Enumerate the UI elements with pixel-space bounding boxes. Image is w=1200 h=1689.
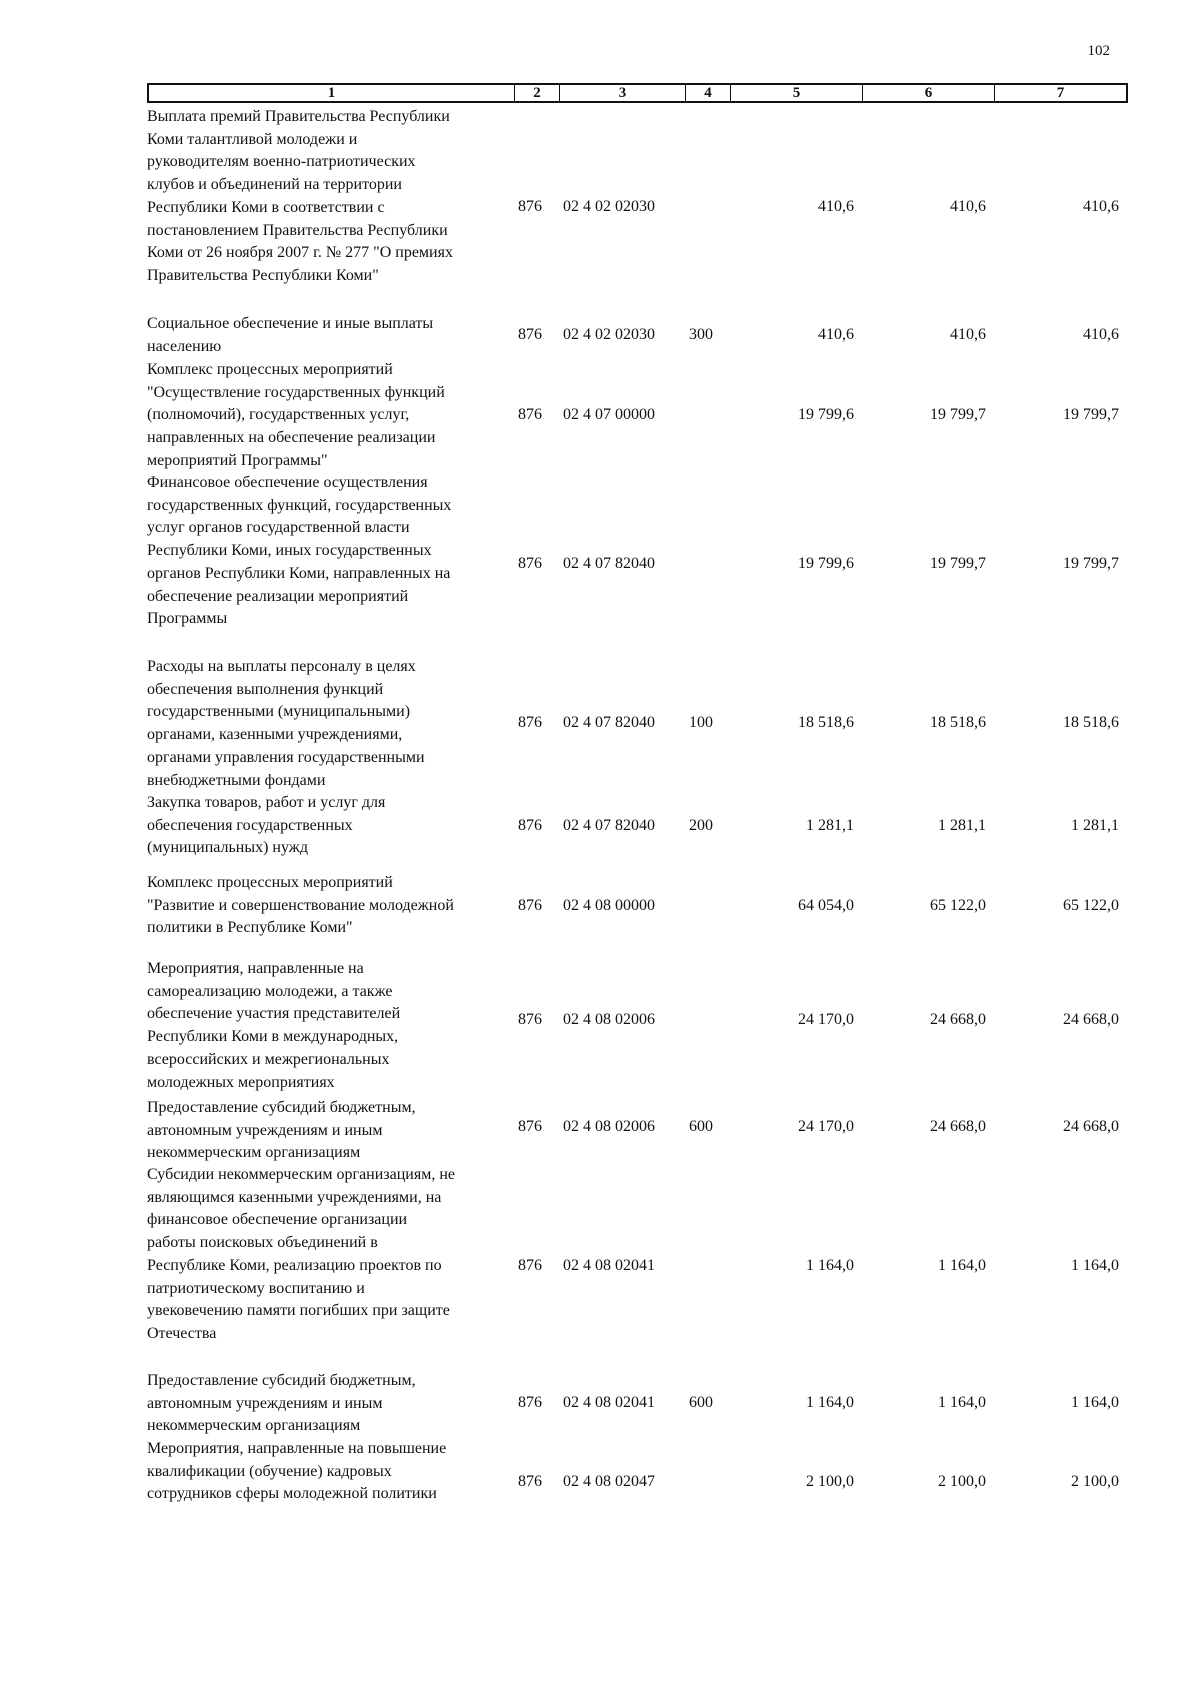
row-target-code: 02 4 08 00000 <box>563 897 655 914</box>
row-value-7: 65 122,0 <box>1063 897 1119 914</box>
row-value-6: 65 122,0 <box>930 897 986 914</box>
row-value-6: 24 668,0 <box>930 1011 986 1028</box>
row-name: Предоставление субсидий бюджетным, автономным учреждениям и иным некоммерческим организациям <box>147 1372 416 1435</box>
row-name: Субсидии некоммерческим организациям, не являющимся казенными учреждениями, на финансовое обеспечение организации работы поисковых объединений в Республике Коми, реализацию проектов по патриотическому воспитанию и увековечению памяти погибших при защите Отечества <box>147 1166 455 1342</box>
row-name: Мероприятия, направленные на повышение квалификации (обучение) кадровых сотрудников сферы молодежной политики <box>147 1440 447 1503</box>
row-name: Комплекс процессных мероприятий "Осуществление государственных функций (полномочий), государственных услуг, направленных на обеспечение реализации мероприятий Программы" <box>147 361 445 469</box>
row-expense-type: 200 <box>689 817 713 834</box>
row-value-6: 24 668,0 <box>930 1118 986 1135</box>
row-value-5: 2 100,0 <box>806 1473 854 1490</box>
row-value-7: 410,6 <box>1083 198 1119 215</box>
row-org-code: 876 <box>518 1011 542 1028</box>
row-org-code: 876 <box>518 1473 542 1490</box>
row-target-code: 02 4 08 02041 <box>563 1257 655 1274</box>
row-value-7: 1 281,1 <box>1071 817 1119 834</box>
row-target-code: 02 4 02 02030 <box>563 326 655 343</box>
row-value-5: 19 799,6 <box>798 555 854 572</box>
row-org-code: 876 <box>518 817 542 834</box>
row-value-7: 19 799,7 <box>1063 406 1119 423</box>
row-org-code: 876 <box>518 1394 542 1411</box>
column-header-5: 5 <box>731 85 863 101</box>
row-name: Комплекс процессных мероприятий "Развитие и совершенствование молодежной политики в Республике Коми" <box>147 874 454 937</box>
page-number: 102 <box>1087 43 1110 59</box>
row-target-code: 02 4 08 02047 <box>563 1473 655 1490</box>
column-header-6: 6 <box>863 85 995 101</box>
row-value-7: 1 164,0 <box>1071 1394 1119 1411</box>
row-value-6: 1 164,0 <box>938 1257 986 1274</box>
row-name: Закупка товаров, работ и услуг для обеспечения государственных (муниципальных) нужд <box>147 794 386 857</box>
row-name: Мероприятия, направленные на самореализацию молодежи, а также обеспечение участия представителей Республики Коми в международных, всероссийских и межрегиональных молодежных мероприятиях <box>147 960 401 1091</box>
row-org-code: 876 <box>518 326 542 343</box>
row-target-code: 02 4 07 82040 <box>563 817 655 834</box>
row-name: Выплата премий Правительства Республики Коми талантливой молодежи и руководителям военно-патриотических клубов и объединений на территории Республики Коми в соответствии с постановлением Правительства Республики Коми от 26 ноября 2007 г. № 277 "О премиях Правительства Республики Коми" <box>147 108 453 284</box>
row-value-5: 410,6 <box>818 198 854 215</box>
row-value-5: 18 518,6 <box>798 714 854 731</box>
column-header-4: 4 <box>686 85 731 101</box>
row-target-code: 02 4 02 02030 <box>563 198 655 215</box>
row-name: Предоставление субсидий бюджетным, автономным учреждениям и иным некоммерческим организациям <box>147 1099 416 1162</box>
row-value-6: 1 281,1 <box>938 817 986 834</box>
column-header-1: 1 <box>149 85 515 101</box>
row-value-5: 24 170,0 <box>798 1118 854 1135</box>
row-value-5: 1 164,0 <box>806 1394 854 1411</box>
row-org-code: 876 <box>518 555 542 572</box>
row-name: Социальное обеспечение и иные выплаты населению <box>147 315 434 355</box>
row-value-6: 410,6 <box>950 326 986 343</box>
row-expense-type: 100 <box>689 714 713 731</box>
row-value-7: 18 518,6 <box>1063 714 1119 731</box>
row-name: Расходы на выплаты персоналу в целях обеспечения выполнения функций государственными (муниципальными) органами, казенными учреждениями, органами управления государственными внебюджетными фондами <box>147 658 425 789</box>
row-org-code: 876 <box>518 1118 542 1135</box>
row-value-5: 1 164,0 <box>806 1257 854 1274</box>
row-value-7: 19 799,7 <box>1063 555 1119 572</box>
row-value-6: 2 100,0 <box>938 1473 986 1490</box>
row-target-code: 02 4 07 82040 <box>563 555 655 572</box>
row-value-6: 1 164,0 <box>938 1394 986 1411</box>
row-name: Финансовое обеспечение осуществления государственных функций, государственных услуг органов государственной власти Республики Коми, иных государственных органов Республики Коми, направленных на обеспечение реализации мероприятий Программы <box>147 474 452 628</box>
row-value-7: 24 668,0 <box>1063 1118 1119 1135</box>
column-header-7: 7 <box>1056 85 1065 101</box>
row-expense-type: 600 <box>689 1118 713 1135</box>
row-value-6: 410,6 <box>950 198 986 215</box>
column-header-2: 2 <box>515 85 560 101</box>
table-header <box>147 83 1128 103</box>
row-org-code: 876 <box>518 406 542 423</box>
row-org-code: 876 <box>518 897 542 914</box>
row-target-code: 02 4 08 02006 <box>563 1118 655 1135</box>
row-value-5: 19 799,6 <box>798 406 854 423</box>
row-value-7: 1 164,0 <box>1071 1257 1119 1274</box>
row-value-5: 64 054,0 <box>798 897 854 914</box>
row-value-5: 1 281,1 <box>806 817 854 834</box>
row-value-7: 24 668,0 <box>1063 1011 1119 1028</box>
row-target-code: 02 4 07 82040 <box>563 714 655 731</box>
row-org-code: 876 <box>518 714 542 731</box>
row-target-code: 02 4 08 02006 <box>563 1011 655 1028</box>
row-target-code: 02 4 07 00000 <box>563 406 655 423</box>
row-value-7: 2 100,0 <box>1071 1473 1119 1490</box>
row-value-6: 19 799,7 <box>930 555 986 572</box>
row-value-6: 18 518,6 <box>930 714 986 731</box>
row-org-code: 876 <box>518 1257 542 1274</box>
row-value-5: 24 170,0 <box>798 1011 854 1028</box>
row-expense-type: 600 <box>689 1394 713 1411</box>
row-expense-type: 300 <box>689 326 713 343</box>
row-target-code: 02 4 08 02041 <box>563 1394 655 1411</box>
row-org-code: 876 <box>518 198 542 215</box>
row-value-6: 19 799,7 <box>930 406 986 423</box>
row-value-5: 410,6 <box>818 326 854 343</box>
column-header-3: 3 <box>560 85 686 101</box>
row-value-7: 410,6 <box>1083 326 1119 343</box>
